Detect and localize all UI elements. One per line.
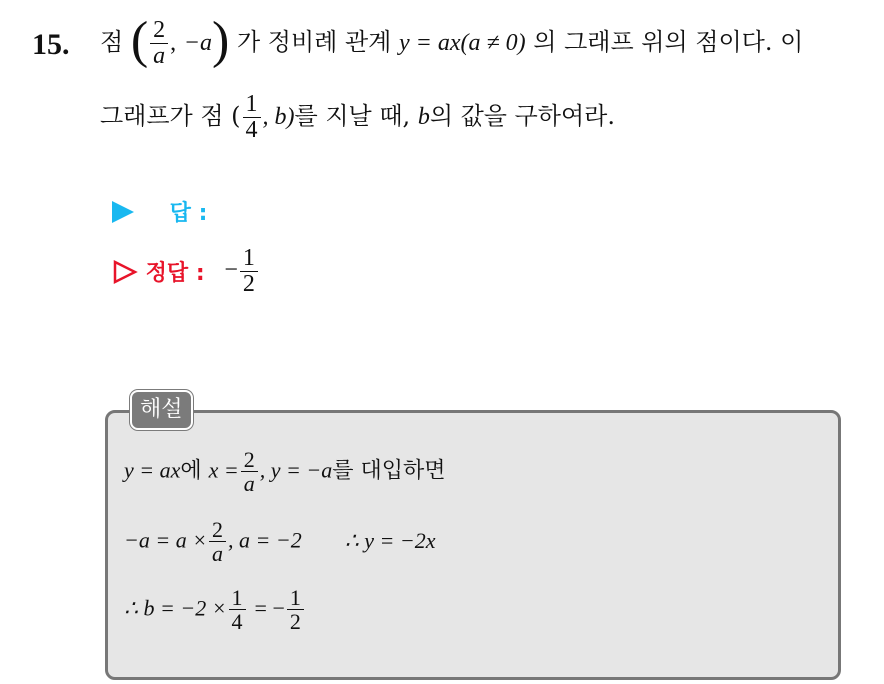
solution-line-2: −a = a × $\frac{2}{a}$ , a = −2 ∴ y = −2x	[124, 517, 436, 567]
question-line-1: 점 ( $\frac{2}{a}$ , −a) 가 정비례 관계 y = ax(a ≠ 0) 의 그래프 위의 점이다. 이	[100, 12, 804, 69]
b-variable: b	[417, 104, 430, 131]
question-text: 의 값을 구하여라.	[429, 102, 615, 131]
question-text: 의 그래프 위의 점이다. 이	[533, 28, 804, 56]
question-text: 가 정비례 관계	[236, 28, 392, 56]
fraction-2-over-a: $\frac{2}{a}$	[150, 18, 168, 69]
play-triangle-icon	[112, 201, 134, 223]
point-b: , b)	[262, 104, 295, 131]
solution-tag: 해설	[130, 390, 193, 430]
answer-row	[112, 196, 207, 227]
question-line-2	[100, 92, 615, 143]
question-text: 그래프가 점 (	[100, 102, 241, 131]
equation: y = ax(a ≠ 0)	[398, 30, 526, 56]
correct-answer-value: − $\frac{1}{2}$	[224, 257, 260, 283]
right-paren: )	[212, 12, 230, 69]
neg-a: −a	[183, 30, 212, 56]
answer-label: 답 :	[169, 201, 208, 226]
question-number: 15.	[32, 28, 70, 61]
correct-answer-label: 정답 :	[145, 261, 205, 287]
question-text: 를 지날 때,	[294, 102, 411, 131]
question-text: 점	[100, 28, 124, 56]
outline-triangle-icon	[112, 259, 138, 285]
solution-line-1: y = ax에 x = $\frac{2}{a}$ , y = −a를 대입하면	[124, 447, 446, 497]
left-paren: (	[130, 12, 149, 69]
fraction-1-over-4: $\frac{1}{4}$	[243, 92, 261, 143]
solution-line-3: ∴ b = −2 × $\frac{1}{4}$ = − $\frac{1}{2}$	[124, 586, 306, 633]
correct-answer-row	[112, 246, 260, 297]
